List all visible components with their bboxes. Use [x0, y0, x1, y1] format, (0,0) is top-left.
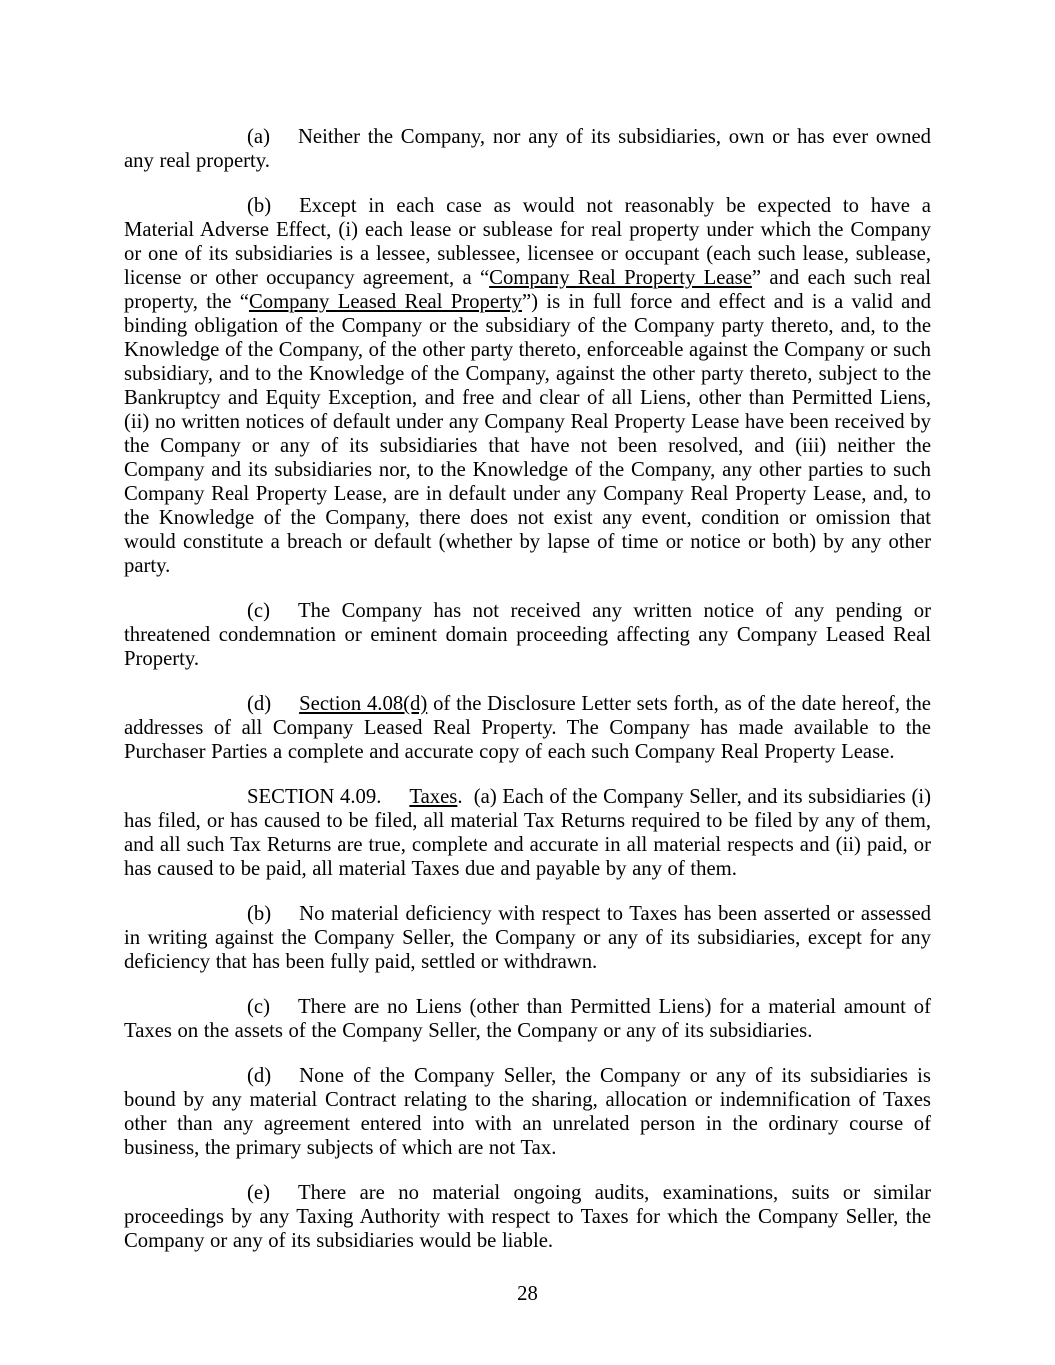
paragraph-label: (b)	[247, 195, 272, 217]
text-segment: The Company has not received any written notice of any pending or threatened condemnation or eminent domain proceeding affecting any Company Leased Real Property.	[124, 600, 931, 670]
section-title-taxes: Taxes	[409, 786, 458, 808]
paragraph-label: (e)	[247, 1182, 270, 1204]
paragraph-4-09-c	[124, 995, 931, 1043]
paragraph-label: (d)	[247, 693, 272, 715]
text-segment: None of the Company Seller, the Company or any of its subsidiaries is bound by any material Contract relating to the sharing, allocation or indemnification of Taxes other than any agreement entered into with an unrelated person in the ordinary course of business, the primary subjects of which are not Tax.	[124, 1065, 931, 1159]
paragraph-label: (a)	[247, 126, 270, 148]
paragraph-4-08-b	[124, 194, 931, 578]
document-body	[124, 125, 931, 1253]
text-segment: . (a) Each of the Company Seller, and its subsidiaries (i) has filed, or has caused to be filed, all material Tax Returns required to be filed by any of them, and all such Tax Returns are true, complete and accurate in all material respects and (ii) paid, or has caused to be paid, all material Taxes due and payable by any of them.	[124, 786, 932, 880]
text-segment: ” and each such real property, the “	[124, 267, 931, 313]
page-number: 28	[517, 1283, 538, 1305]
text-segment: Except in each case as would not reasonably be expected to have a Material Adverse Effect, (i) each lease or sublease for real property under which the Company or one of its subsidiaries is a lessee, sublessee, licensee or occupant (each such lease, sublease, license or other occupancy agreement, a “	[124, 195, 931, 289]
defined-term-company-leased-real-property: Company Leased Real Property	[248, 291, 522, 313]
paragraph-4-09-d	[124, 1064, 931, 1160]
text-segment: ”) is in full force and effect and is a valid and binding obligation of the Company or the subsidiary of the Company party thereto, and, to the Knowledge of the Company, of the other party thereto, enforceable against the Company or such subsidiary, and to the Knowledge of the Company, against the other party thereto, subject to the Bankruptcy and Equity Exception, and free and clear of all Liens, other than Permitted Liens, (ii) no written notices of default under any Company Real Property Lease have been received by the Company or any of its subsidiaries that have not been resolved, and (iii) neither the Company and its subsidiaries nor, to the Knowledge of the Company, any other parties to such Company Real Property Lease, are in default under any Company Real Property Lease, and, to the Knowledge of the Company, there does not exist any event, condition or omission that would constitute a breach or default (whether by lapse of time or notice or both) by any other party.	[124, 291, 931, 577]
paragraph-4-09-e	[124, 1181, 931, 1253]
section-reference-4-08-d: Section 4.08(d)	[299, 693, 428, 715]
text-segment: No material deficiency with respect to Taxes has been asserted or assessed in writing against the Company Seller, the Company or any of its subsidiaries, except for any deficiency that has been fully paid, settled or withdrawn.	[124, 903, 931, 973]
text-segment: There are no material ongoing audits, examinations, suits or similar proceedings by any Taxing Authority with respect to Taxes for which the Company Seller, the Company or any of its subsidiaries would be liable.	[124, 1182, 931, 1252]
section-heading-label: SECTION 4.09.	[247, 786, 382, 808]
paragraph-4-08-a	[124, 125, 931, 173]
paragraph-4-08-d	[124, 692, 931, 764]
paragraph-4-09-b	[124, 902, 931, 974]
defined-term-company-real-property-lease: Company Real Property Lease	[489, 267, 752, 289]
paragraph-label: (c)	[247, 600, 270, 622]
paragraph-label: (c)	[247, 996, 270, 1018]
text-segment: Neither the Company, nor any of its subsidiaries, own or has ever owned any real property.	[124, 126, 931, 172]
paragraph-label: (b)	[247, 903, 272, 925]
paragraph-4-08-c	[124, 599, 931, 671]
paragraph-section-4-09-taxes	[124, 785, 931, 881]
text-segment: of the Disclosure Letter sets forth, as of the date hereof, the addresses of all Company Leased Real Property. The Company has made available to the Purchaser Parties a complete and accurate copy of each such Company Real Property Lease.	[124, 693, 931, 763]
text-segment: There are no Liens (other than Permitted Liens) for a material amount of Taxes on the assets of the Company Seller, the Company or any of its subsidiaries.	[124, 996, 931, 1042]
paragraph-label: (d)	[247, 1065, 272, 1087]
